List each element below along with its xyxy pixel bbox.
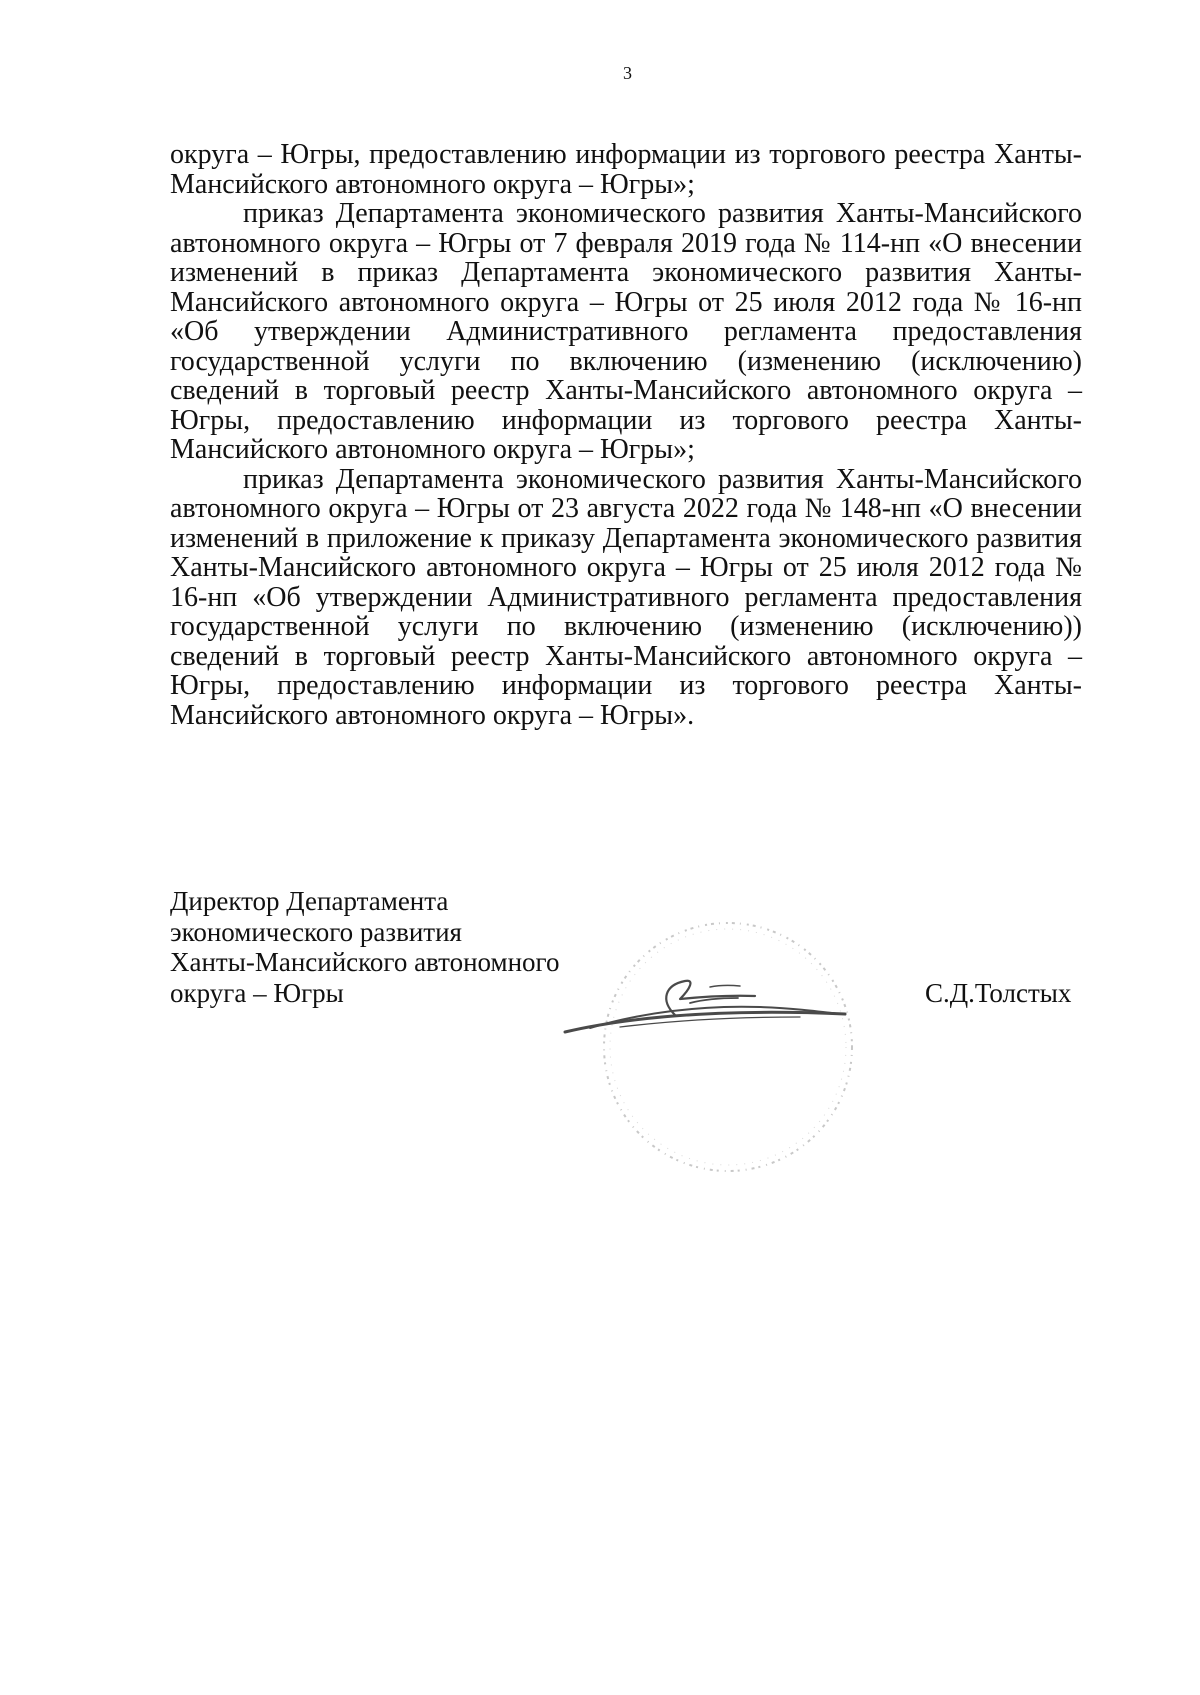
- paragraph-continuation: округа – Югры, предоставлению информации из торгового реестра Ханты-Мансийского автономного округа – Югры»;: [170, 139, 1082, 200]
- handwritten-signature: [565, 981, 845, 1032]
- paragraph-order-2019: приказ Департамента экономического развития Ханты-Мансийского автономного округа – Югры от 7 февраля 2019 года № 114-нп «О внесении изменений в приказ Департамента экономического развития Ханты-Мансийского автономного округа – Югры от 25 июля 2012 года № 16-нп «Об утверждении Административного регламента предоставления государственной услуги по включению (изменению (исключению) сведений в торговый реестр Ханты-Мансийского автономного округа – Югры, предоставлению информации из торгового реестра Ханты-Мансийского автономного округа – Югры»;: [170, 198, 1082, 465]
- page-number: 3: [623, 63, 632, 83]
- signatory-name: С.Д.Толстых: [925, 978, 1072, 1008]
- signatory-position-line: Ханты-Мансийского автономного: [170, 947, 560, 977]
- seal-stamp: [604, 923, 852, 1171]
- signatory-position-line: Директор Департамента: [170, 886, 449, 916]
- paragraph-order-2022: приказ Департамента экономического развития Ханты-Мансийского автономного округа – Югры от 23 августа 2022 года № 148-нп «О внесении изменений в приложение к приказу Департамента экономического развития Ханты-Мансийского автономного округа – Югры от 25 июля 2012 года № 16-нп «Об утверждении Административного регламента предоставления государственной услуги по включению (изменению (исключению)) сведений в торговый реестр Ханты-Мансийского автономного округа – Югры, предоставлению информации из торгового реестра Ханты-Мансийского автономного округа – Югры».: [170, 463, 1082, 731]
- signatory-position-line: округа – Югры: [170, 977, 344, 1008]
- document-body: [170, 140, 1082, 730]
- signatory-position-line: экономического развития: [170, 916, 462, 947]
- seal-and-signature: [560, 915, 860, 1190]
- signatory-position: [170, 886, 559, 1008]
